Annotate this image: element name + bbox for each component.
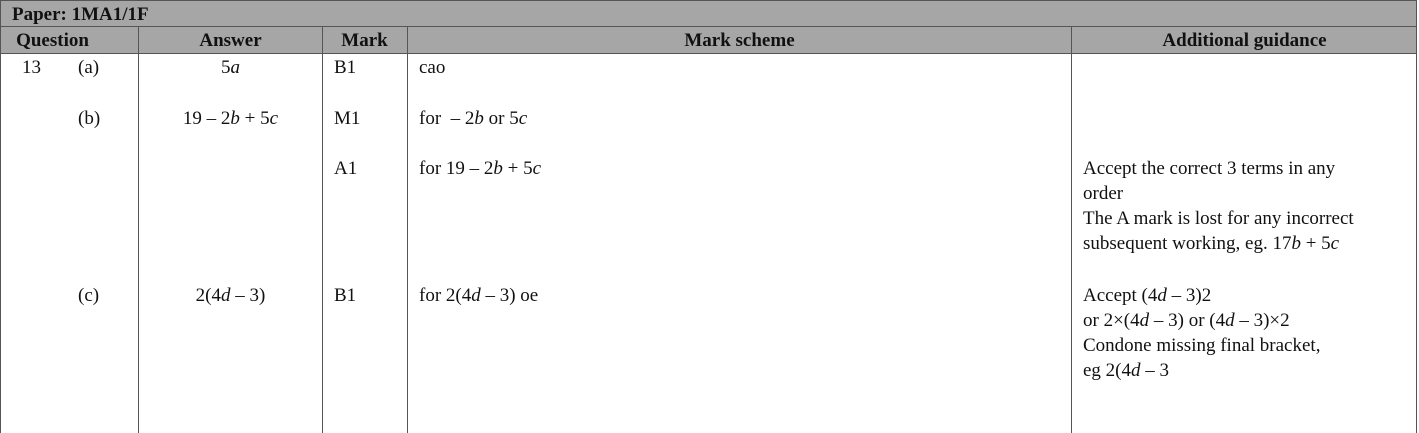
scheme-b-m1: for – 2b or 5c bbox=[419, 108, 528, 129]
header-question: Question bbox=[16, 30, 89, 51]
guidance-b-line1: Accept the correct 3 terms in any bbox=[1083, 158, 1336, 179]
part-label-a: (a) bbox=[78, 57, 100, 78]
mark-a: B1 bbox=[334, 57, 357, 78]
scheme-a: cao bbox=[419, 57, 446, 78]
mark-b-a1: A1 bbox=[334, 158, 358, 179]
answer-b: 19 – 2b + 5c bbox=[182, 108, 279, 129]
mark-b-m1: M1 bbox=[334, 108, 361, 129]
paper-title: Paper: 1MA1/1F bbox=[0, 0, 1417, 27]
scheme-c: for 2(4d – 3) oe bbox=[419, 285, 539, 306]
header-mark: Mark bbox=[341, 30, 388, 51]
part-label-c: (c) bbox=[78, 285, 100, 306]
column-divider bbox=[1416, 27, 1417, 433]
part-label-b: (b) bbox=[78, 108, 101, 129]
guidance-c-line3: Condone missing final bracket, bbox=[1083, 335, 1321, 356]
column-divider bbox=[407, 27, 408, 433]
column-divider bbox=[138, 27, 139, 433]
table-header bbox=[0, 27, 1417, 54]
column-divider bbox=[322, 27, 323, 433]
scheme-b-a1: for 19 – 2b + 5c bbox=[419, 158, 542, 179]
column-divider bbox=[1071, 27, 1072, 433]
guidance-c-line1: Accept (4d – 3)2 bbox=[1083, 285, 1212, 306]
guidance-b-line3: The A mark is lost for any incorrect bbox=[1083, 208, 1354, 229]
answer-a: 5a bbox=[221, 57, 240, 78]
column-divider bbox=[0, 27, 1, 433]
header-additional-guidance: Additional guidance bbox=[1162, 30, 1327, 51]
guidance-c-line4: eg 2(4d – 3 bbox=[1083, 360, 1170, 381]
header-answer: Answer bbox=[199, 30, 262, 51]
guidance-b-line2: order bbox=[1083, 183, 1124, 204]
mark-c: B1 bbox=[334, 285, 357, 306]
guidance-b-line4: subsequent working, eg. 17b + 5c bbox=[1083, 233, 1340, 254]
question-number: 13 bbox=[22, 57, 41, 78]
guidance-c-line2: or 2×(4d – 3) or (4d – 3)×2 bbox=[1083, 310, 1290, 331]
header-mark-scheme: Mark scheme bbox=[684, 30, 795, 51]
answer-c: 2(4d – 3) bbox=[195, 285, 266, 306]
